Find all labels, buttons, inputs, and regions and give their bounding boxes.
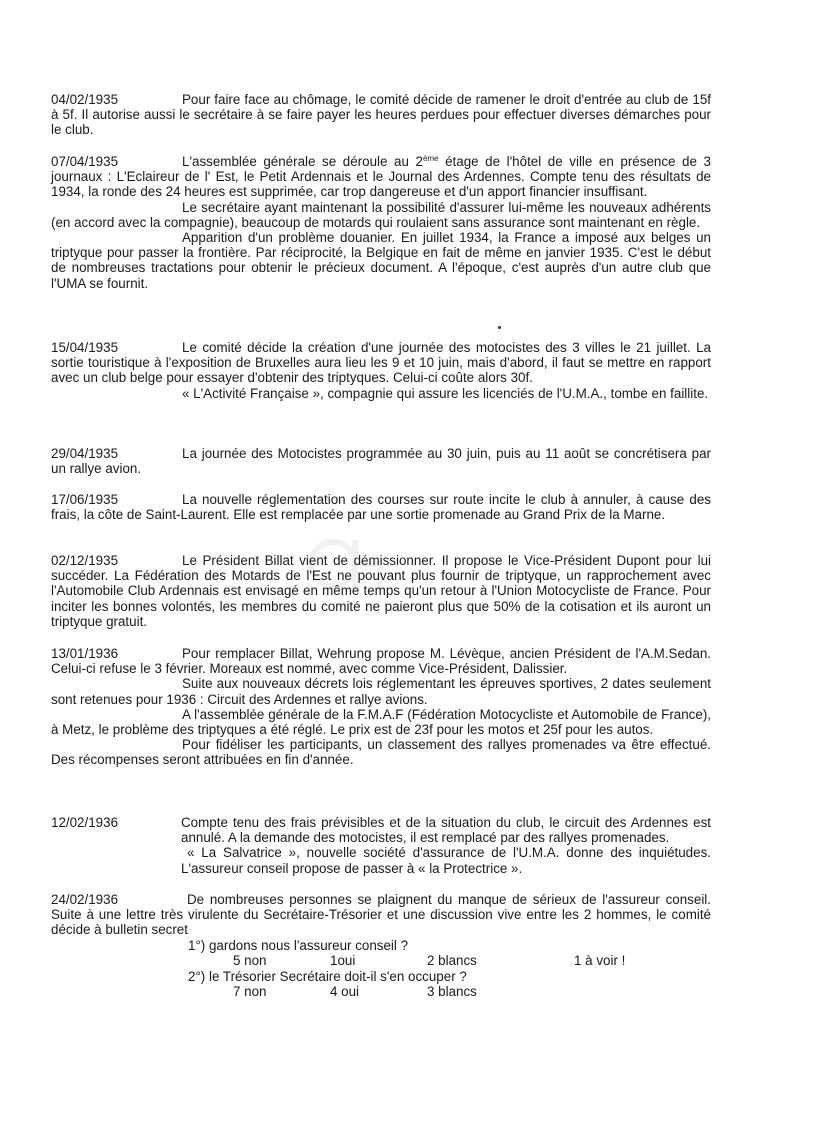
entry-text <box>51 446 711 476</box>
entry-date: 12/02/1936 <box>51 815 119 830</box>
entry-date: 17/06/1935 <box>51 492 119 507</box>
entry-paragraph: La nouvelle réglementation des courses sur route incite le club à annuler, à cause des frais, la côte de Saint-Laurent. Elle est remplacée par une sortie promenade au Grand Prix de la Marne. <box>51 492 711 523</box>
vote-result: 3 blancs <box>427 984 477 999</box>
entry-paragraph: Le Président Billat vient de démissionner. Il propose le Vice-Président Dupont pour lui succéder. La Fédération des Motards de l'Est ne pouvant plus fournir de triptyque, un rapprochement avec l'Automobile Club Ardennais est envisagé en même temps qu'un retour à l'Union Motocycliste de France. Pour inciter les bonnes volontés, les membres du comité ne paieront plus que 50% de la cotisation et ils auront un triptyque gratuit. <box>51 553 711 629</box>
vote-result: 1oui <box>330 953 356 968</box>
entry-paragraph: La journée des Motocistes programmée au 30 juin, puis au 11 août se concrétisera par un rallye avion. <box>51 446 711 477</box>
entry-paragraph: A l'assemblée générale de la F.M.A.F (Fédération Motocycliste et Automobile de France), à Metz, le problème des triptyques a été réglé. Le prix est de 23f pour les motos et 25f pour les autos. <box>51 706 711 738</box>
entry-paragraph: Apparition d'un problème douanier. En juillet 1934, la France a imposé aux belges un triptyque pour passer la frontière. Par réciprocité, la Belgique en fait de même en janvier 1935. C'est le début de nombreuses tractations pour obtenir le précieux document. A l'époque, c'est auprès d'un autre club que l'UMA se fournit. <box>51 230 711 291</box>
entry-paragraph: L'assemblée générale se déroule au 2ème étage de l'hôtel de ville en présence de 3 journaux : L'Eclaireur de l' Est, le Petit Ardennais et le Journal des Ardennes. Compte tenu des résultats de 1934, la ronde des 24 heures est supprimée, car trop dangereuse et d'un apport financier insuffisant. <box>51 154 711 200</box>
entry-text <box>51 646 711 768</box>
entry-paragraph: De nombreuses personnes se plaignent du manque de sérieux de l'assureur conseil. Suite à une lettre très virulente du Secrétaire-Trésorier et une discussion vive entre les 2 hommes, le comité décide à bulletin secret <box>51 892 711 938</box>
entry-paragraph: Le secrétaire ayant maintenant la possibilité d'assurer lui-même les nouveaux adhérents (en accord avec la compagnie), beaucoup de motards qui roulaient sans assurance sont maintenant en règle. <box>51 199 711 230</box>
entry-date: 04/02/1935 <box>51 92 119 107</box>
entry-paragraph: « L'Activité Française », compagnie qui assure les licenciés de l'U.M.A., tombe en faillite. <box>182 385 709 401</box>
entry-text <box>51 154 711 291</box>
vote-result: 5 non <box>233 953 267 968</box>
entry-date: 02/12/1935 <box>51 553 119 568</box>
entry-paragraph: Suite aux nouveaux décrets lois réglementant les épreuves sportives, 2 dates seulement sont retenues pour 1936 : Circuit des Ardennes et rallye avions. <box>51 676 711 707</box>
entry-date: 07/04/1935 <box>51 154 119 169</box>
entry-text <box>51 553 711 629</box>
vote-result: 2 blancs <box>427 953 477 968</box>
entry-date: 13/01/1936 <box>51 646 119 661</box>
vote-question: 2°) le Trésorier Secrétaire doit-il s'en occuper ? <box>188 969 467 984</box>
vote-question: 1°) gardons nous l'assureur conseil ? <box>188 938 409 953</box>
entry-text <box>181 815 711 876</box>
entry-date: 24/02/1936 <box>51 892 119 907</box>
entry-text <box>51 92 711 138</box>
entry-paragraph: Pour remplacer Billat, Wehrung propose M. Lévèque, ancien Président de l'A.M.Sedan. Celui-ci refuse le 3 février. Moreaux est nommé, avec comme Vice-Président, Dalissier. <box>51 646 711 677</box>
entry-text <box>51 892 711 938</box>
vote-result: 1 à voir ! <box>574 953 626 968</box>
entry-paragraph: Pour fidéliser les participants, un classement des rallyes promenades va être effectué. Des récompenses seront attribuées en fin d'année. <box>51 737 711 768</box>
entry-text <box>51 340 711 401</box>
ink-dot <box>498 326 501 329</box>
entry-paragraph: « La Salvatrice », nouvelle société d'assurance de l'U.M.A. donne des inquiétudes. L'assureur conseil propose de passer à « la Protectrice ». <box>181 845 711 876</box>
entry-date: 29/04/1935 <box>51 446 119 461</box>
vote-result: 7 non <box>233 984 267 999</box>
entry-date: 15/04/1935 <box>51 340 119 355</box>
vote-result: 4 oui <box>330 984 360 999</box>
entry-paragraph: Compte tenu des frais prévisibles et de la situation du club, le circuit des Ardennes est annulé. A la demande des motocistes, il est remplacé par des rallyes promenades. <box>181 815 711 846</box>
entry-paragraph: Pour faire face au chômage, le comité décide de ramener le droit d'entrée au club de 15f à 5f. Il autorise aussi le secrétaire à se faire payer les heures perdues pour effectuer diverses démarches pour le club. <box>51 92 711 138</box>
entry-text <box>51 492 711 522</box>
entry-paragraph: Le comité décide la création d'une journée des motocistes des 3 villes le 21 juillet. La sortie touristique à l'exposition de Bruxelles aura lieu les 9 et 10 juin, mais d'abord, il faut se mettre en rapport avec un club belge pour essayer d'obtenir des triptyques. Celui-ci coûte alors 30f. <box>51 340 711 386</box>
